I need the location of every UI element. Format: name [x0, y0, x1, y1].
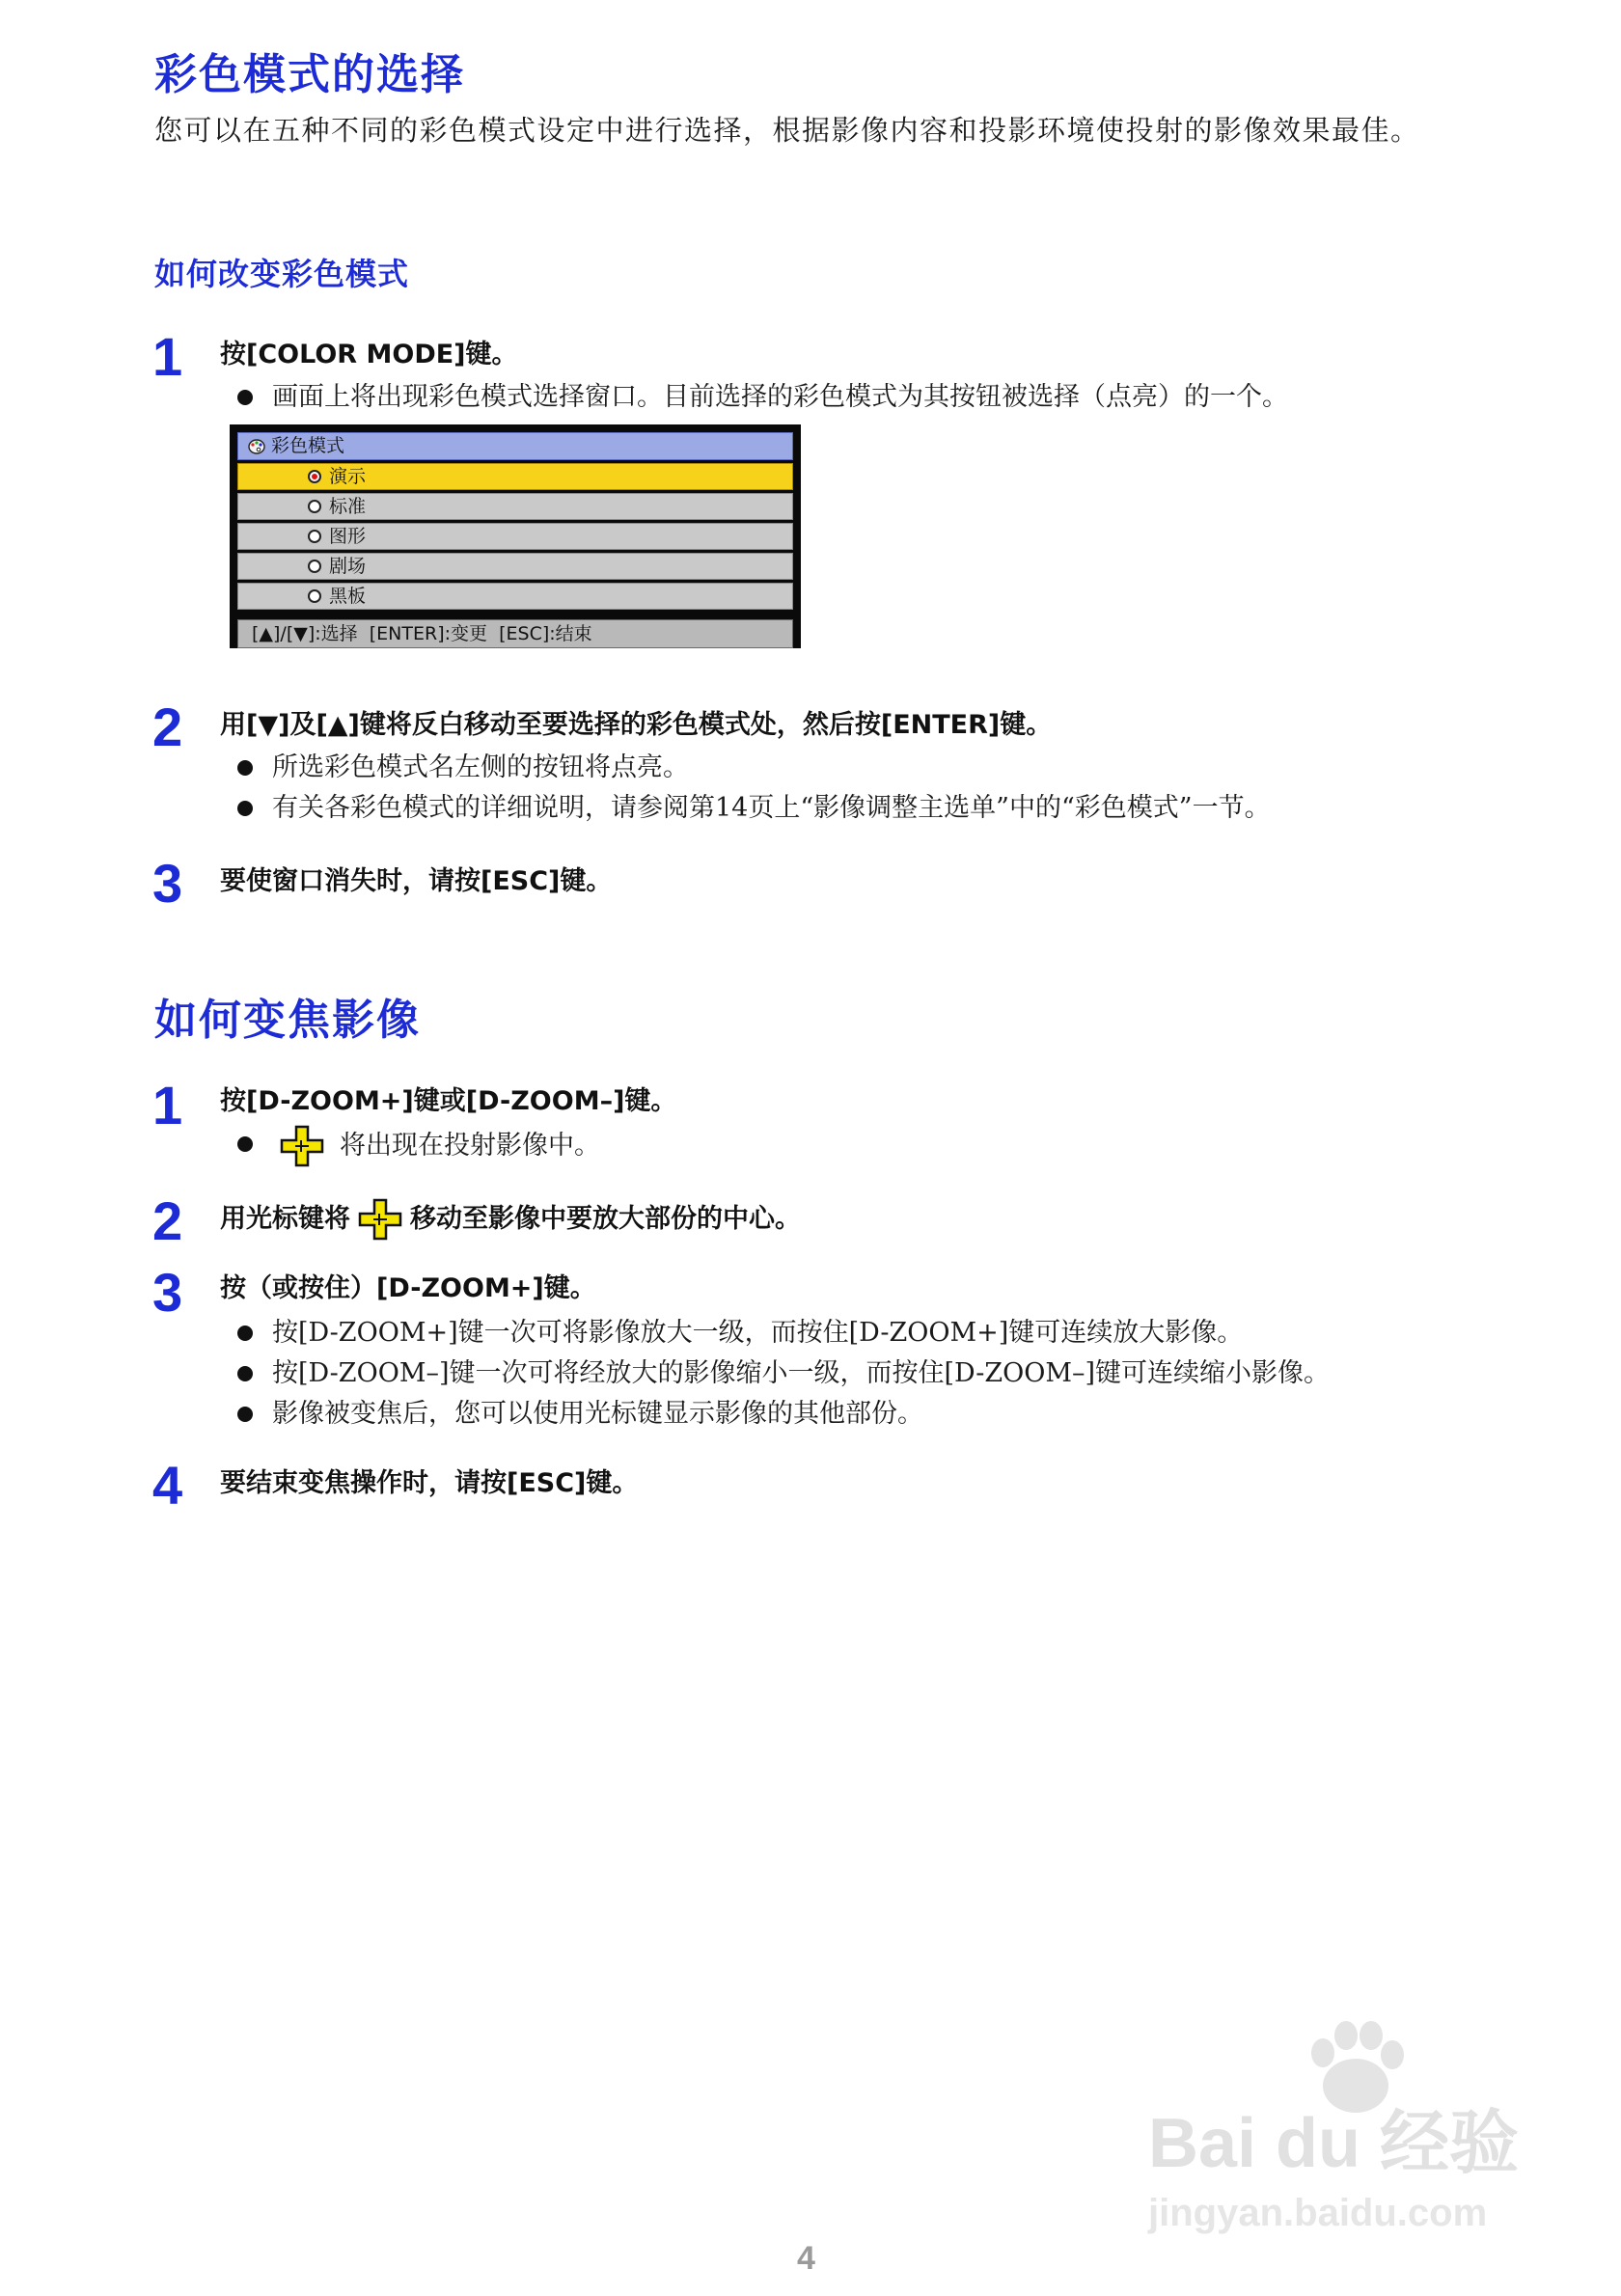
bullet-item: 影像被变焦后，您可以使用光标键显示影像的其他部份。 — [237, 1395, 923, 1434]
menu-option-theater[interactable]: 剧场 — [237, 553, 793, 580]
step-number: 2 — [152, 1190, 183, 1251]
step-text: 按[COLOR MODE]键。 — [220, 340, 518, 369]
menu-title-bar — [237, 432, 793, 460]
radio-icon — [308, 500, 321, 513]
step-number: 1 — [152, 326, 183, 387]
bullet-item: 按[D-ZOOM–]键一次可将经放大的影像缩小一级，而按住[D-ZOOM–]键可连续缩小影像。 — [237, 1354, 1330, 1393]
bullet-dot-icon — [237, 801, 253, 816]
step-text: 要使窗口消失时，请按[ESC]键。 — [220, 866, 613, 896]
step-number: 3 — [152, 1262, 183, 1323]
bullet-item: 有关各彩色模式的详细说明，请参阅第14页上“影像调整主选单”中的“彩色模式”一节。 — [237, 789, 1271, 828]
radio-selected-icon — [308, 470, 321, 483]
bullet-item: 所选彩色模式名左侧的按钮将点亮。 — [237, 749, 689, 787]
radio-icon — [308, 560, 321, 573]
radio-icon — [308, 530, 321, 543]
bullet-item: 按[D-ZOOM+]键一次可将影像放大一级，而按住[D-ZOOM+]键可连续放大影像。 — [237, 1314, 1243, 1353]
step-text: 按[D-ZOOM+]键或[D-ZOOM–]键。 — [220, 1086, 677, 1116]
step-number: 4 — [152, 1455, 183, 1516]
step-number: 1 — [152, 1075, 183, 1135]
bullet-dot-icon — [237, 1366, 253, 1381]
step-text: 按（或按住）[D-ZOOM+]键。 — [220, 1273, 596, 1303]
step-text: 用光标键将 移动至影像中要放大部份的中心。 — [220, 1198, 801, 1241]
radio-icon — [308, 589, 321, 603]
baidu-watermark — [1148, 2016, 1553, 2238]
step-number: 3 — [152, 853, 183, 914]
menu-option-presentation[interactable]: 演示 — [237, 463, 793, 490]
step-number: 2 — [152, 697, 183, 757]
menu-option-blackboard[interactable]: 黑板 — [237, 583, 793, 610]
bullet-dot-icon — [237, 1326, 253, 1341]
bullet-item: 画面上将出现彩色模式选择窗口。目前选择的彩色模式为其按钮被选择（点亮）的一个。 — [237, 378, 1288, 417]
menu-option-standard[interactable]: 标准 — [237, 493, 793, 520]
palette-icon — [248, 439, 265, 454]
section-title: 如何变焦影像 — [154, 996, 421, 1045]
page-title: 彩色模式的选择 — [154, 50, 465, 99]
watermark-url: jingyan.baidu.com — [1148, 2192, 1488, 2234]
menu-title-label: 彩色模式 — [271, 435, 345, 456]
yellow-cross-icon — [358, 1198, 402, 1241]
bullet-item: 将出现在投射影像中。 — [237, 1125, 600, 1167]
bullet-dot-icon — [237, 760, 253, 776]
subsection-title: 如何改变彩色模式 — [154, 256, 410, 292]
page-number: 4 — [797, 2240, 815, 2277]
yellow-cross-icon — [280, 1125, 324, 1167]
bullet-dot-icon — [237, 1407, 253, 1422]
bullet-dot-icon — [237, 390, 253, 405]
watermark-brand: Bai du 经验 — [1148, 2105, 1520, 2182]
menu-option-graphics[interactable]: 图形 — [237, 523, 793, 550]
step-text: 用[▼]及[▲]键将反白移动至要选择的彩色模式处，然后按[ENTER]键。 — [220, 710, 1053, 740]
bullet-dot-icon — [237, 1136, 253, 1152]
intro-paragraph: 您可以在五种不同的彩色模式设定中进行选择，根据影像内容和投影环境使投射的影像效果最佳。 — [154, 114, 1420, 147]
menu-key-hints: [▲]/[▼]:选择 [ENTER]:变更 [ESC]:结束 — [237, 619, 793, 648]
step-text: 要结束变焦操作时，请按[ESC]键。 — [220, 1468, 639, 1498]
color-mode-menu — [230, 424, 801, 648]
